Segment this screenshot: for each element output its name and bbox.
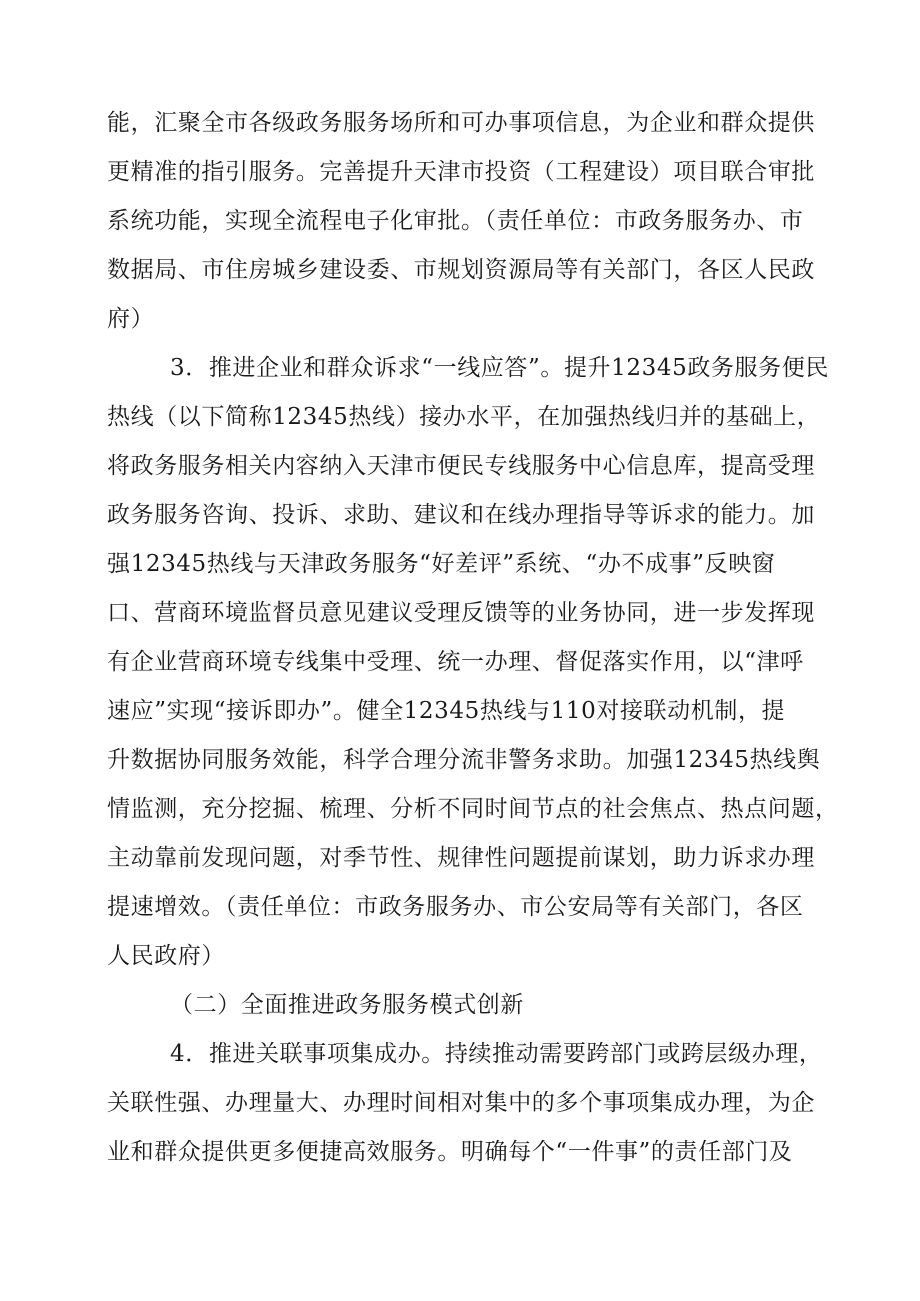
text-line: 主动靠前发现问题，对季节性、规律性问题提前谋划，助力诉求办理 bbox=[107, 845, 815, 871]
text-line: 能，汇聚全市各级政务服务场所和可办事项信息，为企业和群众提供 bbox=[107, 110, 815, 136]
text-line: 人民政府） bbox=[107, 943, 225, 969]
text-line: 系统功能，实现全流程电子化审批。（责任单位：市政务服务办、市 bbox=[107, 208, 804, 234]
text-line: 升数据协同服务效能，科学合理分流非警务求助。加强12345热线舆 bbox=[107, 747, 821, 773]
text-line: 强12345热线与天津政务服务“好差评”系统、“办不成事”反映窗 bbox=[107, 551, 776, 577]
text-line: 热线（以下简称12345热线）接办水平，在加强热线归并的基础上， bbox=[107, 404, 821, 430]
text-line: 将政务服务相关内容纳入天津市便民专线服务中心信息库，提高受理 bbox=[107, 453, 815, 479]
text-line: 情监测，充分挖掘、梳理、分析不同时间节点的社会焦点、热点问题， bbox=[107, 796, 839, 822]
text-line: 提速增效。（责任单位：市政务服务办、市公安局等有关部门，各区 bbox=[107, 894, 804, 920]
text-line: 4．推进关联事项集成办。持续推动需要跨部门或跨层级办理， bbox=[170, 1041, 823, 1067]
text-line: 3．推进企业和群众诉求“一线应答”。提升12345政务服务便民 bbox=[170, 355, 829, 381]
section-heading: （二）全面推进政务服务模式创新 bbox=[170, 992, 524, 1018]
text-line: 关联性强、办理量大、办理时间相对集中的多个事项集成办理，为企 bbox=[107, 1090, 815, 1116]
text-line: 有企业营商环境专线集中受理、统一办理、督促落实作用，以“津呼 bbox=[107, 649, 804, 675]
text-line: 口、营商环境监督员意见建议受理反馈等的业务协同，进一步发挥现 bbox=[107, 600, 815, 626]
text-line: 政务服务咨询、投诉、求助、建议和在线办理指导等诉求的能力。加 bbox=[107, 502, 815, 528]
text-line: 更精准的指引服务。完善提升天津市投资（工程建设）项目联合审批 bbox=[107, 159, 815, 185]
text-line: 业和群众提供更多便捷高效服务。明确每个“一件事”的责任部门及 bbox=[107, 1139, 793, 1165]
text-line: 速应”实现“接诉即办”。健全12345热线与110对接联动机制，提 bbox=[107, 698, 786, 724]
text-line: 数据局、市住房城乡建设委、市规划资源局等有关部门，各区人民政 bbox=[107, 257, 815, 283]
text-line: 府） bbox=[107, 306, 155, 332]
